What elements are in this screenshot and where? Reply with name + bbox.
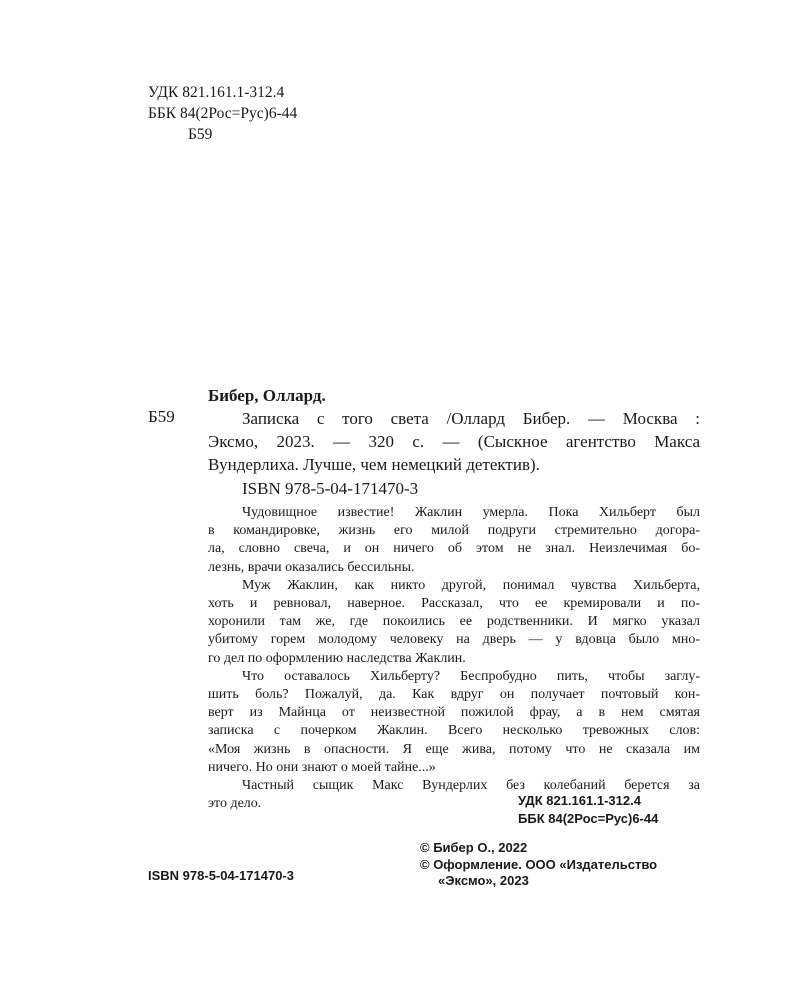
annotation [208, 504, 700, 813]
footer-codes [518, 792, 658, 828]
annotation-line: ничего. Но они знают о моей тайне...» [208, 759, 436, 775]
annotation-line: Муж Жаклин, как никто другой, понимал чувства Хильберта, [242, 577, 700, 593]
annotation-line: «Моя жизнь в опасности. Я еще жива, потому что не сказала им [208, 741, 700, 757]
footer-udk: УДК 821.161.1-312.4 [518, 793, 641, 808]
annotation-line: в командировке, жизнь его милой подруги стремительно догора- [208, 523, 700, 539]
copyright-block [420, 840, 657, 890]
bibliographic-citation [208, 407, 700, 476]
annotation-line: записка с почерком Жаклин. Всего несколько тревожных слов: [208, 723, 700, 739]
annotation-line: хоронили там же, где покоились ее родственники. И мягко указал [208, 614, 700, 630]
annotation-line: го дел по оформлению наследства Жаклин. [208, 650, 466, 666]
author-name: Бибер, Оллард. [208, 386, 326, 405]
citation-line: Вундерлиха. Лучше, чем немецкий детектив). [208, 455, 540, 474]
citation-line: Записка с того света /Оллард Бибер. — Москва : [242, 409, 700, 428]
annotation-line: хоть и ревновал, наверное. Рассказал, что ее кремировали и по- [208, 596, 700, 612]
bbk-code: ББК 84(2Рос=Рус)6-44 [148, 105, 298, 122]
footer-isbn: ISBN 978-5-04-171470-3 [148, 868, 294, 883]
annotation-line: Частный сыщик Макс Вундерлих без колебаний берется за [242, 778, 700, 794]
isbn-entry: ISBN 978-5-04-171470-3 [242, 479, 419, 498]
copyright-author: © Бибер О., 2022 [420, 840, 528, 855]
annotation-line: Что оставалось Хильберту? Беспробудно пить, чтобы заглу- [242, 668, 700, 684]
annotation-line: верт из Майнца от неизвестной пожилой фрау, а в нем смятая [208, 705, 700, 721]
citation-line: Эксмо, 2023. — 320 с. — (Сыскное агентство Макса [208, 432, 700, 451]
author-mark-entry: Б59 [148, 407, 175, 426]
copyright-design: © Оформление. ООО «Издательство [420, 856, 658, 872]
footer-bbk: ББК 84(2Рос=Рус)6-44 [518, 811, 659, 826]
udk-code: УДК 821.161.1-312.4 [148, 84, 285, 101]
author-mark: Б59 [188, 126, 213, 143]
annotation-line: убитому горем молодому человеку на дверь — у вдовца было мно- [208, 632, 700, 648]
annotation-line: лезнь, врачи оказались бессильны. [208, 559, 415, 575]
annotation-line: ла, словно свеча, и он ничего об этом не знал. Неизлечимая бо- [208, 541, 700, 557]
annotation-line: Чудовищное известие! Жаклин умерла. Пока Хильберт был [242, 505, 700, 520]
copyright-publisher: «Эксмо», 2023 [438, 873, 529, 888]
annotation-line: шить боль? Пожалуй, да. Как вдруг он получает почтовый кон- [208, 687, 700, 703]
classification-block [148, 82, 297, 145]
annotation-line: это дело. [208, 796, 262, 812]
